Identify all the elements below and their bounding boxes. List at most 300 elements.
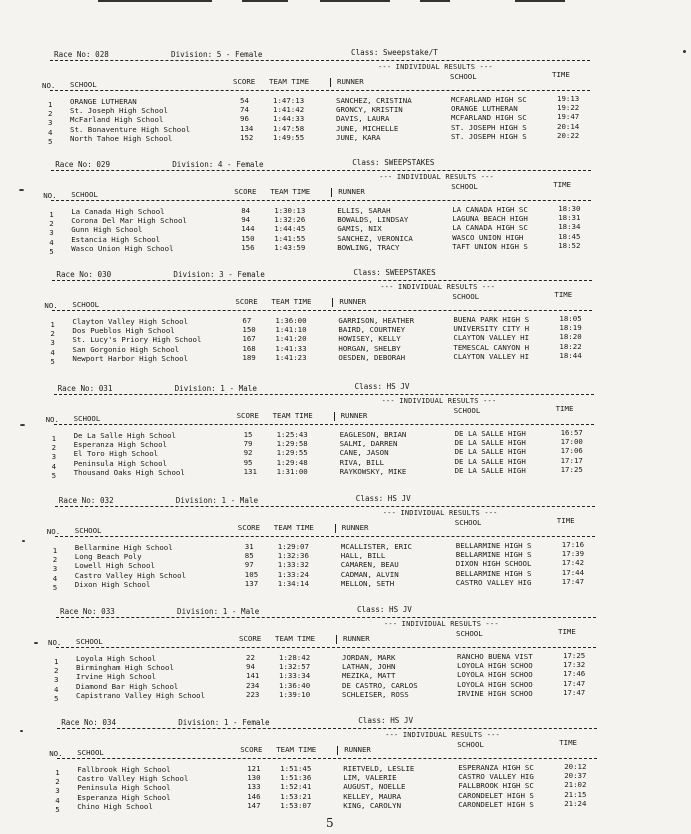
runner-school: ST. JOSEPH HIGH S [451,123,527,132]
divider-top [51,170,591,171]
team-time-header: TEAM TIME [272,411,313,420]
team-time: 1:29:07 [277,542,309,551]
division-label: Division: 3 - Female [173,270,265,279]
no-header: NO. [42,81,56,90]
runner-header: RUNNER [343,634,370,643]
school-header: SCHOOL [72,300,100,309]
runner-time: 18:30 [558,204,581,213]
runner-name: BOWALDS, LINDSAY [337,215,409,224]
scan-edge-mark [515,0,565,2]
race-number: Race No: 028 [54,50,109,59]
team-score: 133 [247,782,261,791]
team-score: 146 [247,792,261,801]
team-school: Newport Harbor High School [72,354,189,363]
runner-name: MELLON, SETH [340,579,395,588]
team-score: 167 [242,334,256,343]
team-school: Esperanza High School [77,793,171,802]
team-school: Chino High School [77,802,153,811]
team-time-header: TEAM TIME [271,297,312,306]
team-time: 1:29:58 [276,439,308,448]
division-label: Division: 4 - Female [172,160,264,169]
runner-time: 20:37 [564,771,587,780]
runner-school: LA CANADA HIGH SC [452,223,528,232]
scan-edge-mark [150,0,212,2]
team-place: 3 [55,786,60,795]
team-time: 1:36:40 [279,681,311,690]
runner-school: DE LA SALLE HIGH [454,429,526,438]
team-score: 79 [243,439,253,448]
team-school: Bellarmine High School [74,543,173,552]
runner-school: LAGUNA BEACH HIGH [452,214,528,223]
runner-school: ST. JOSEPH HIGH S [451,132,527,141]
divider-header [56,647,596,648]
team-score: 96 [240,114,249,123]
runner-time: 18:19 [559,323,582,332]
runner-time: 17:47 [561,577,585,586]
team-place: 2 [51,443,57,452]
time-header: TIME [559,738,577,747]
school-header: SCHOOL [70,80,97,89]
divider-header [52,310,592,311]
no-header: NO. [46,527,61,536]
runner-school: TEMESCAL CANYON H [453,343,530,352]
runner-school: BELLARMINE HIGH S [455,541,532,550]
team-time: 1:33:24 [277,570,309,579]
runner-name: DE CASTRO, CARLOS [342,681,418,690]
team-place: 2 [52,555,58,564]
time-header: TIME [556,516,575,525]
class-label: Class: HS JV [355,494,411,503]
team-score: 144 [241,224,255,233]
runner-name: RAYKOWSKY, MIKE [339,467,407,476]
school-header: SCHOOL [71,190,98,199]
runner-name: SCHLEISER, ROSS [342,690,409,699]
runner-time: 16:57 [560,428,583,437]
team-time: 1:32:57 [279,662,311,671]
runner-name: CAMAREN, BEAU [340,560,399,569]
runner-header: RUNNER [344,745,371,754]
class-label: Class: HS JV [357,605,412,614]
team-place: 3 [51,452,57,461]
individual-results-heading: --- INDIVIDUAL RESULTS --- [384,620,499,628]
team-score: 234 [246,681,260,690]
runner-school: DIXON HIGH SCHOOL [455,559,532,568]
team-school: Irvine High School [76,672,157,681]
runner-name: MCALLISTER, ERIC [340,542,412,551]
runner-school: MCFARLAND HIGH SC [451,95,527,104]
school-header: SCHOOL [73,414,101,423]
team-score: 94 [241,215,251,224]
column-separator [332,298,333,307]
team-place: 2 [48,109,53,118]
score-header: SCORE [236,411,259,420]
runner-name: GARRISON, HEATHER [338,316,415,325]
team-place: 1 [55,768,60,777]
team-school: ORANGE LUTHERAN [70,97,137,106]
team-time: 1:47:58 [273,124,305,133]
ind-school-header: SCHOOL [456,629,483,638]
team-score: 97 [244,560,254,569]
race-block [0,716,691,828]
runner-time: 17:47 [563,679,586,688]
runner-time: 20:22 [557,131,580,140]
team-score: 84 [241,206,251,215]
class-label: Class: HS JV [354,382,410,391]
team-score: 189 [242,353,256,362]
individual-results-heading: --- INDIVIDUAL RESULTS --- [382,509,498,517]
team-time: 1:47:13 [273,96,305,105]
class-label: Class: SWEEPSTAKES [352,158,435,167]
school-header: SCHOOL [74,526,102,535]
scan-speck [34,642,38,644]
runner-name: LATHAN, JOHN [342,662,396,671]
score-header: SCORE [237,523,261,532]
team-time: 1:51:36 [280,773,312,782]
team-time: 1:41:42 [273,105,305,114]
team-time: 1:41:20 [275,334,307,343]
ind-school-header: SCHOOL [450,72,477,81]
team-time: 1:28:42 [279,653,311,662]
team-place: 4 [52,574,58,583]
runner-time: 17:32 [563,660,586,669]
team-place: 1 [48,100,53,109]
team-school: La Canada High School [71,207,165,216]
team-score: 141 [246,671,260,680]
division-label: Division: 1 - Male [174,384,257,393]
divider-header [57,758,597,759]
runner-school: BELLARMINE HIGH S [455,550,532,559]
column-separator [336,635,337,644]
column-separator [331,188,332,197]
runner-name: HALL, BILL [340,551,386,560]
team-time: 1:25:43 [276,430,308,439]
time-header: TIME [554,290,573,299]
no-header: NO. [43,191,57,200]
race-number: Race No: 031 [57,384,113,393]
score-header: SCORE [235,297,258,306]
divider-header [51,200,591,201]
runner-name: AUGUST, NOELLE [343,782,406,791]
score-header: SCORE [240,745,263,754]
team-place: 5 [54,694,59,703]
runner-time: 18:05 [559,314,582,323]
ind-school-header: SCHOOL [452,292,480,301]
individual-results-heading: --- INDIVIDUAL RESULTS --- [385,731,500,739]
time-header: TIME [552,70,570,79]
runner-name: LIM, VALERIE [343,773,397,782]
race-block [0,382,691,494]
race-block [0,494,691,606]
team-school: Esperanza High School [73,440,168,449]
time-header: TIME [553,180,571,189]
team-time: 1:41:55 [274,234,306,243]
race-block [0,605,691,717]
runner-time: 17:47 [563,688,586,697]
scan-edge-mark [320,0,390,2]
runner-name: SALMI, DARREN [339,439,398,448]
runner-school: BUENA PARK HIGH S [453,315,530,324]
runner-school: WASCO UNION HIGH [452,233,524,242]
team-school: Lowell High School [74,561,155,570]
runner-time: 17:44 [561,568,585,577]
team-time-header: TEAM TIME [275,634,316,643]
team-time-header: TEAM TIME [269,77,310,86]
runner-name: SANCHEZ, VERONICA [337,234,413,243]
runner-time: 17:25 [563,651,586,660]
team-time-header: TEAM TIME [270,187,311,196]
page-number: 5 [326,816,334,830]
team-score: 156 [241,243,255,252]
runner-header: RUNNER [341,523,369,532]
runner-time: 17:06 [560,446,583,455]
team-school: Long Beach Poly [74,552,142,561]
team-place: 1 [50,320,55,329]
team-school: Fallbrook High School [77,765,171,774]
race-number: Race No: 033 [60,607,115,616]
runner-time: 17:17 [560,456,583,465]
team-time: 1:32:36 [277,551,309,560]
runner-name: BOWLING, TRACY [337,243,400,252]
scan-edge-mark [242,0,288,2]
runner-header: RUNNER [337,77,364,86]
team-school: Clayton Valley High School [72,317,189,326]
scan-edge-mark [420,0,450,2]
team-time-header: TEAM TIME [273,523,314,532]
team-time: 1:51:45 [280,764,312,773]
team-score: 15 [243,430,253,439]
score-header: SCORE [239,634,262,643]
runner-time: 17:39 [561,549,585,558]
team-score: 134 [240,124,254,133]
team-place: 5 [50,357,55,366]
team-time: 1:41:10 [275,325,307,334]
team-place: 3 [52,564,58,573]
runner-school: UNIVERSITY CITY H [453,324,530,333]
division-label: Division: 1 - Male [175,496,259,505]
team-school: Loyola High School [76,654,157,663]
ind-school-header: SCHOOL [454,518,482,527]
team-time: 1:36:00 [275,316,307,325]
team-score: 150 [241,234,255,243]
runner-time: 19:22 [557,103,580,112]
runner-school: IRVINE HIGH SCHOO [457,689,533,698]
individual-results-heading: --- INDIVIDUAL RESULTS --- [381,397,497,405]
runner-time: 17:25 [560,465,583,474]
team-time: 1:33:34 [279,671,311,680]
scan-speck [19,189,24,191]
team-school: El Toro High School [73,449,159,458]
team-place: 3 [50,338,55,347]
no-header: NO. [48,638,62,647]
runner-name: JUNE, KARA [336,133,381,142]
team-place: 5 [55,805,60,814]
team-score: 152 [240,133,254,142]
runner-time: 17:42 [561,558,585,567]
team-time: 1:39:10 [279,690,311,699]
team-place: 3 [49,228,54,237]
team-score: 92 [243,448,253,457]
runner-time: 18:34 [558,222,581,231]
runner-name: JUNE, MICHELLE [336,124,399,133]
team-school: St. Bonaventure High School [70,125,191,134]
team-time: 1:32:26 [274,215,306,224]
ind-school-header: SCHOOL [453,406,481,415]
team-time-header: TEAM TIME [276,745,317,754]
team-school: Estancia High School [71,235,161,244]
runner-name: OESDEN, DEBORAH [338,353,406,362]
team-school: McFarland High School [70,115,164,124]
runner-time: 17:46 [563,669,586,678]
column-separator [334,412,335,421]
runner-school: LOYOLA HIGH SCHOO [457,670,533,679]
team-time: 1:41:33 [275,344,307,353]
runner-name: EAGLESON, BRIAN [339,430,407,439]
runner-school: ORANGE LUTHERAN [451,104,518,113]
runner-name: CADMAN, ALVIN [340,570,399,579]
team-place: 3 [48,118,53,127]
team-place: 5 [51,471,57,480]
runner-name: RIVA, BILL [339,458,385,467]
runner-time: 18:44 [559,351,582,360]
runner-name: HORGAN, SHELBY [338,344,401,353]
runner-school: DE LA SALLE HIGH [454,466,526,475]
score-header: SCORE [234,187,257,196]
column-separator [335,524,336,533]
team-school: Dos Pueblos High School [72,326,175,335]
runner-time: 18:45 [558,232,581,241]
runner-name: GRONCY, KRISTIN [336,105,403,114]
division-label: Division: 5 - Female [171,50,263,59]
runner-school: LOYOLA HIGH SCHOO [457,680,533,689]
runner-school: MCFARLAND HIGH SC [451,113,527,122]
runner-name: SANCHEZ, CRISTINA [336,96,412,105]
team-time: 1:53:21 [280,792,312,801]
team-school: Dixon High School [74,580,151,589]
runner-name: RIETVELD, LESLIE [343,764,415,773]
team-school: Castro Valley High School [74,571,187,580]
runner-school: CARONDELET HIGH S [458,800,534,809]
score-header: SCORE [233,77,256,86]
runner-name: KING, CAROLYN [343,801,402,810]
team-score: 54 [240,96,249,105]
divider-header [54,424,594,425]
runner-school: ESPERANZA HIGH SC [458,763,534,772]
team-school: North Tahoe High School [70,134,173,143]
scan-speck [20,730,23,732]
team-place: 4 [54,685,59,694]
team-school: Diamond Bar High School [76,682,179,691]
team-time: 1:29:55 [276,448,308,457]
class-label: Class: SWEEPSTAKES [353,268,436,277]
team-time: 1:34:14 [277,579,309,588]
team-score: 131 [243,467,257,476]
team-score: 22 [246,653,255,662]
runner-school: CASTRO VALLEY HIG [455,578,532,587]
team-place: 2 [55,777,60,786]
runner-header: RUNNER [338,187,365,196]
team-score: 31 [244,542,254,551]
team-school: De La Salle High School [73,431,176,440]
runner-name: JORDAN, MARK [342,653,396,662]
individual-results-heading: --- INDIVIDUAL RESULTS --- [379,173,494,181]
time-header: TIME [558,627,576,636]
runner-time: 19:47 [557,112,580,121]
team-time: 1:52:41 [280,782,312,791]
runner-school: DE LA SALLE HIGH [454,457,526,466]
runner-name: GAMIS, NIX [337,224,382,233]
runner-name: MEZIKA, MATT [342,671,396,680]
no-header: NO. [45,415,59,424]
runner-name: BAIRD, COURTNEY [338,325,406,334]
team-place: 2 [54,666,59,675]
team-score: 85 [244,551,254,560]
runner-time: 21:24 [564,799,587,808]
runner-time: 21:15 [564,790,587,799]
scan-speck [20,424,25,426]
runner-school: CLAYTON VALLEY HI [453,333,530,342]
team-place: 1 [54,657,59,666]
team-score: 67 [242,316,252,325]
team-place: 1 [52,546,58,555]
division-label: Division: 1 - Female [178,718,270,727]
time-header: TIME [555,404,574,413]
class-label: Class: Sweepstake/T [351,48,438,57]
runner-name: KELLEY, MAURA [343,792,402,801]
race-number: Race No: 030 [56,270,112,279]
divider-top [50,60,590,61]
team-score: 94 [246,662,255,671]
column-separator [337,746,338,755]
team-place: 5 [49,247,54,256]
team-school: Birmingham High School [76,663,174,672]
runner-school: CLAYTON VALLEY HI [453,352,530,361]
team-score: 130 [247,773,261,782]
race-number: Race No: 032 [58,496,114,505]
team-school: Thousand Oaks High School [73,468,185,477]
team-place: 2 [49,219,54,228]
team-score: 137 [244,579,259,588]
team-place: 3 [54,675,59,684]
ind-school-header: SCHOOL [457,740,484,749]
team-time: 1:33:32 [277,560,309,569]
ind-school-header: SCHOOL [451,182,478,191]
team-time: 1:29:48 [276,458,308,467]
runner-time: 18:22 [559,342,582,351]
team-time: 1:31:00 [276,467,308,476]
team-score: 74 [240,105,249,114]
team-place: 5 [52,583,58,592]
team-time: 1:44:45 [274,224,306,233]
team-score: 147 [247,801,261,810]
school-header: SCHOOL [76,637,103,646]
team-score: 105 [244,570,259,579]
race-number: Race No: 029 [55,160,111,169]
school-header: SCHOOL [77,748,104,757]
team-school: Peninsula High School [73,459,168,468]
team-school: St. Joseph High School [70,106,168,115]
team-place: 4 [50,348,55,357]
team-place: 4 [49,238,54,247]
class-label: Class: HS JV [358,716,414,725]
team-time: 1:43:59 [274,243,306,252]
team-school: St. Lucy's Priory High School [72,335,202,344]
team-score: 150 [242,325,256,334]
divider-top [54,394,594,395]
team-score: 168 [242,344,256,353]
individual-results-heading: --- INDIVIDUAL RESULTS --- [378,63,493,71]
runner-time: 18:31 [558,213,581,222]
runner-name: CANE, JASON [339,448,389,457]
